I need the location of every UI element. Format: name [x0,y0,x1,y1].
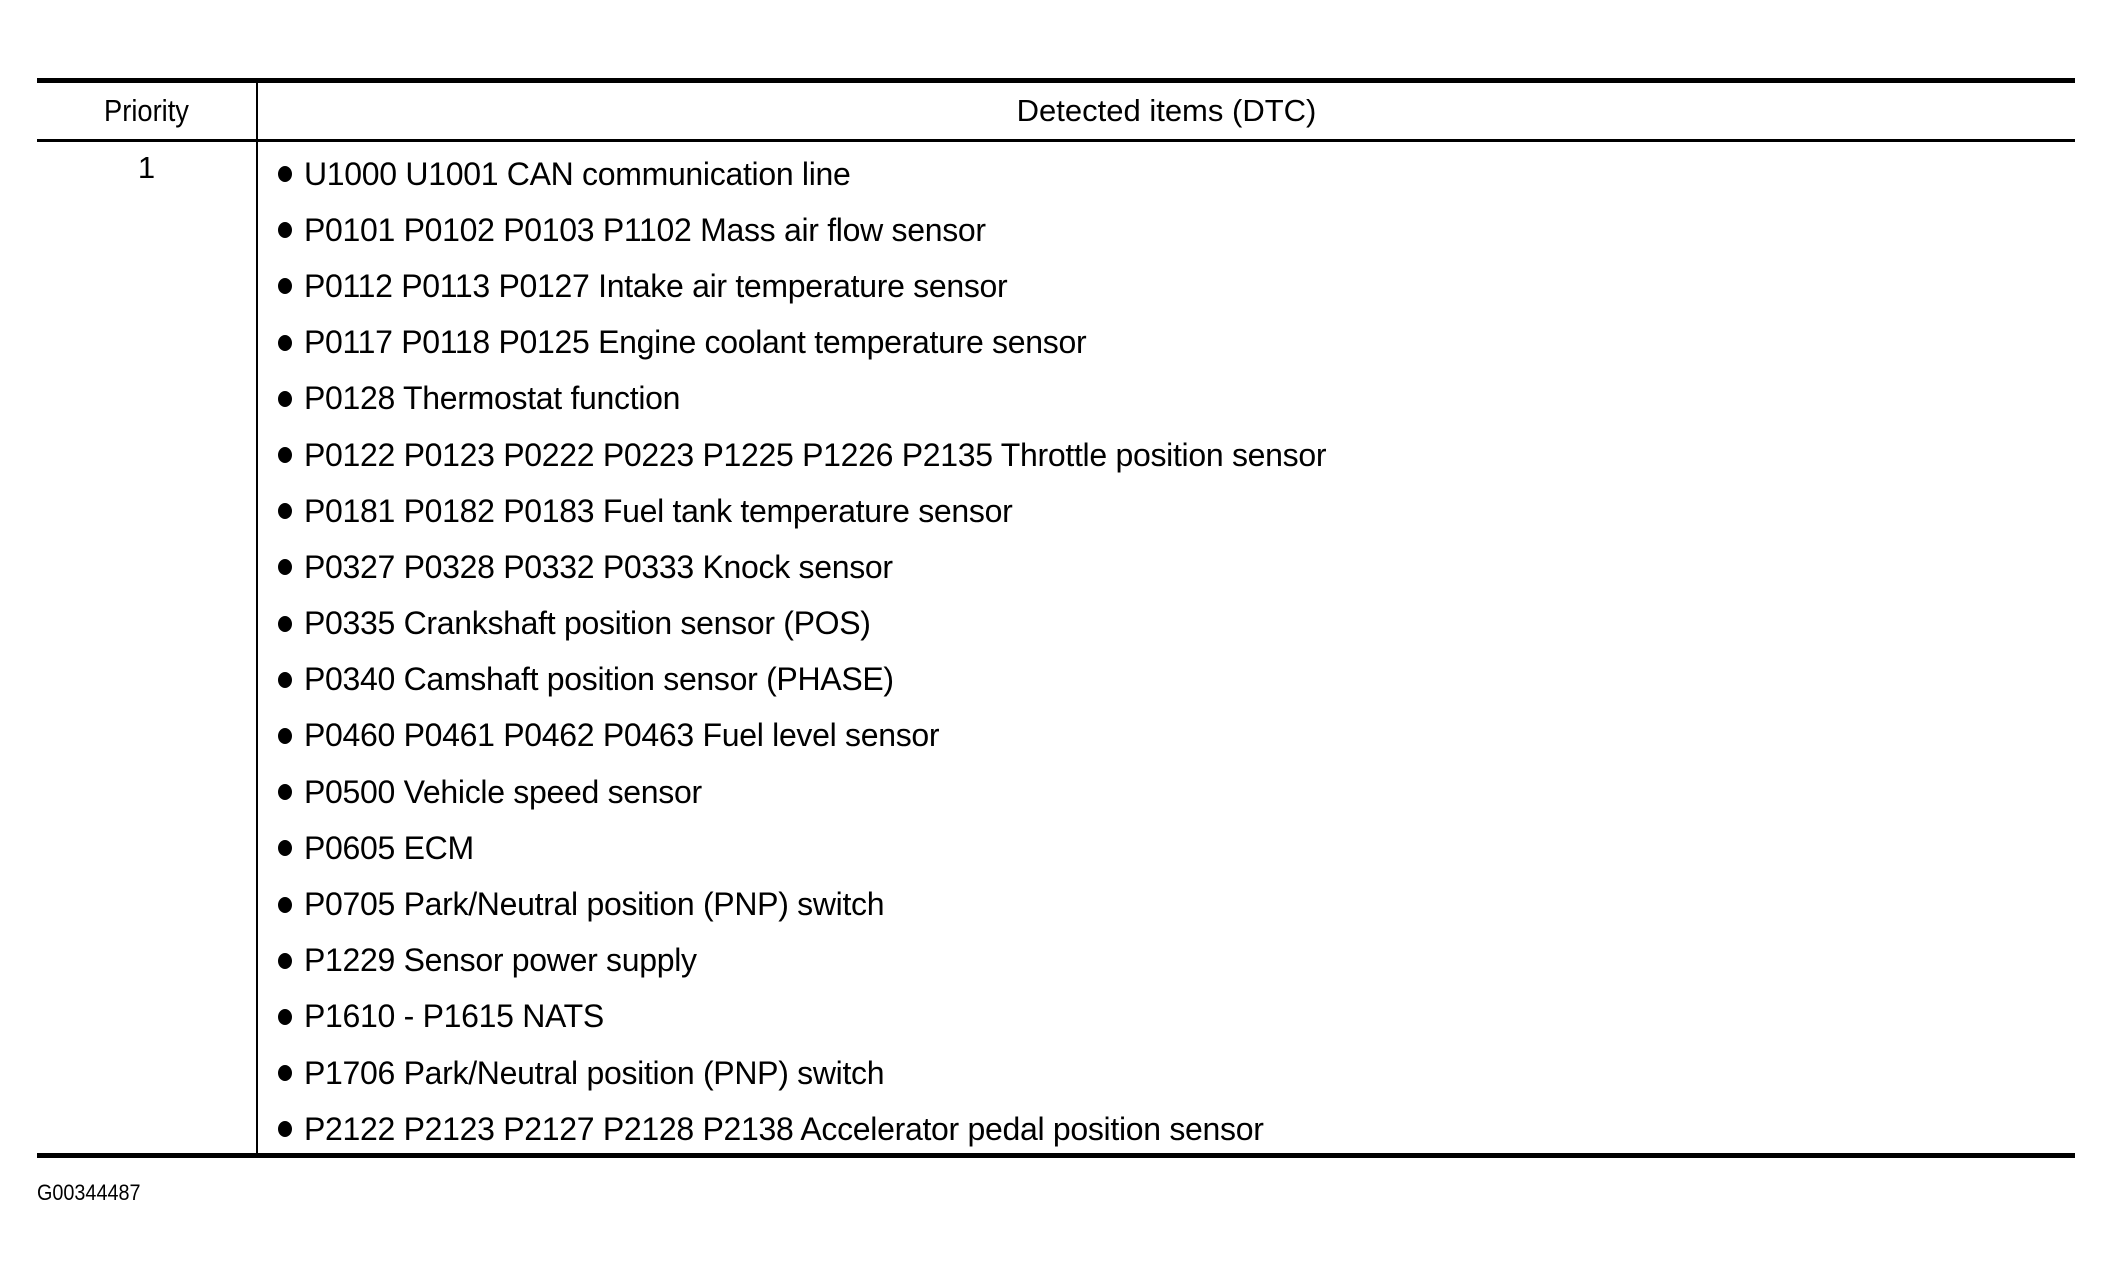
bullet-icon [278,616,292,632]
dtc-item-text: P0122 P0123 P0222 P0223 P1225 P1226 P2135 Throttle position sensor [304,436,1327,473]
bullet-icon [278,447,292,463]
bullet-icon [278,503,292,519]
header-detected-items: Detected items (DTC) [1016,93,1317,128]
priority-value: 1 [137,150,156,185]
bullet-icon [278,784,292,800]
list-item [278,202,1326,258]
dtc-item-text: P0112 P0113 P0127 Intake air temperature sensor [304,267,1008,304]
list-item [278,876,1326,932]
dtc-item-text: P2122 P2123 P2127 P2128 P2138 Accelerator pedal position sensor [304,1110,1264,1147]
dtc-item-text: P0101 P0102 P0103 P1102 Mass air flow sensor [304,211,986,248]
dtc-item-text: P0335 Crankshaft position sensor (POS) [304,605,871,642]
list-item [278,652,1326,708]
list-item [278,764,1326,820]
header-priority: Priority [104,93,189,128]
column-divider [256,83,258,1153]
bullet-icon [278,1009,292,1025]
list-item [278,820,1326,876]
bullet-icon [278,840,292,856]
bullet-icon [278,391,292,407]
list-item [278,989,1326,1045]
list-item [278,427,1326,483]
bullet-icon [278,1065,292,1081]
list-item [278,483,1326,539]
dtc-item-text: P0117 P0118 P0125 Engine coolant temperature sensor [304,324,1087,361]
figure-id: G00344487 [37,1180,141,1205]
list-item [278,708,1326,764]
bullet-icon [278,166,292,182]
dtc-item-text: P0500 Vehicle speed sensor [304,773,702,810]
list-item [278,146,1326,202]
bullet-icon [278,222,292,238]
dtc-item-text: P0460 P0461 P0462 P0463 Fuel level sensor [304,717,940,754]
list-item [278,933,1326,989]
dtc-list [278,146,1326,1157]
bullet-icon [278,559,292,575]
dtc-item-text: P1229 Sensor power supply [304,942,697,979]
bullet-icon [278,897,292,913]
bullet-icon [278,728,292,744]
list-item [278,1101,1326,1157]
list-item [278,371,1326,427]
list-item [278,596,1326,652]
dtc-item-text: P0705 Park/Neutral position (PNP) switch [304,886,885,923]
bullet-icon [278,278,292,294]
list-item [278,539,1326,595]
dtc-item-text: U1000 U1001 CAN communication line [304,155,851,192]
dtc-item-text: P0605 ECM [304,829,474,866]
list-item [278,1045,1326,1101]
dtc-item-text: P1610 - P1615 NATS [304,998,604,1035]
bullet-icon [278,1121,292,1137]
list-item [278,258,1326,314]
dtc-item-text: P0327 P0328 P0332 P0333 Knock sensor [304,548,893,585]
dtc-item-text: P0181 P0182 P0183 Fuel tank temperature sensor [304,492,1013,529]
dtc-item-text: P1706 Park/Neutral position (PNP) switch [304,1054,885,1091]
bullet-icon [278,672,292,688]
bullet-icon [278,953,292,969]
list-item [278,315,1326,371]
dtc-item-text: P0128 Thermostat function [304,380,681,417]
dtc-item-text: P0340 Camshaft position sensor (PHASE) [304,661,894,698]
bullet-icon [278,335,292,351]
table-header-rule [37,139,2075,142]
